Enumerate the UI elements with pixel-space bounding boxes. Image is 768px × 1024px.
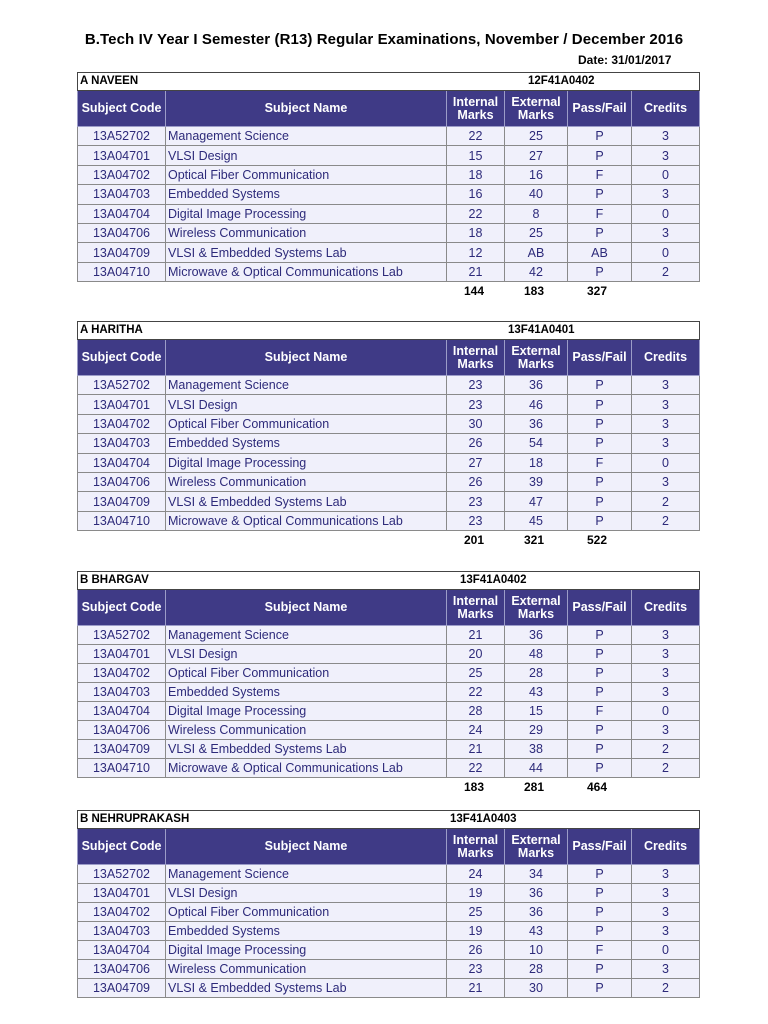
credits: 2: [632, 979, 700, 998]
subject-name: VLSI & Embedded Systems Lab: [166, 740, 447, 759]
internal-marks: 26: [447, 941, 505, 960]
subject-name: Embedded Systems: [166, 683, 447, 702]
header-subject-name: Subject Name: [166, 590, 447, 626]
table-row: [78, 960, 700, 979]
subject-code: 13A52702: [78, 127, 166, 146]
credits: 3: [632, 865, 700, 884]
credits: 0: [632, 453, 700, 472]
internal-marks: 24: [447, 721, 505, 740]
table-row: [78, 376, 700, 395]
internal-marks: 23: [447, 395, 505, 414]
table-row: [78, 511, 700, 530]
roll-number: 12F41A0402: [528, 75, 595, 87]
pass-fail: P: [568, 664, 632, 683]
internal-marks: 30: [447, 414, 505, 433]
table-row: [78, 664, 700, 683]
pass-fail: F: [568, 941, 632, 960]
pass-fail: P: [568, 922, 632, 941]
credits: 3: [632, 884, 700, 903]
subject-name: Digital Image Processing: [166, 941, 447, 960]
table-row: [78, 262, 700, 281]
totals-row: [77, 282, 699, 300]
external-marks: 36: [505, 414, 568, 433]
pass-fail: F: [568, 453, 632, 472]
table-row: [78, 472, 700, 491]
header-subject-code: Subject Code: [78, 91, 166, 127]
table-row: [78, 492, 700, 511]
internal-marks: 21: [447, 626, 505, 645]
external-marks: 43: [505, 683, 568, 702]
subject-code: 13A52702: [78, 865, 166, 884]
pass-fail: P: [568, 979, 632, 998]
header-credits: Credits: [632, 590, 700, 626]
subject-name: VLSI Design: [166, 645, 447, 664]
table-row: [78, 395, 700, 414]
pass-fail: P: [568, 414, 632, 433]
totals-row: [77, 531, 699, 549]
pass-fail: P: [568, 721, 632, 740]
subject-name: Embedded Systems: [166, 185, 447, 204]
credits: 0: [632, 204, 700, 223]
student-block: [77, 810, 699, 998]
pass-fail: P: [568, 395, 632, 414]
credits: 3: [632, 395, 700, 414]
subject-name: VLSI & Embedded Systems Lab: [166, 492, 447, 511]
student-name: A NAVEEN: [80, 75, 139, 87]
subject-code: 13A04702: [78, 165, 166, 184]
header-credits: Credits: [632, 91, 700, 127]
credits: 3: [632, 376, 700, 395]
external-marks: 30: [505, 979, 568, 998]
subject-code: 13A04710: [78, 262, 166, 281]
subject-code: 13A04701: [78, 884, 166, 903]
internal-marks: 22: [447, 204, 505, 223]
subject-code: 13A04703: [78, 434, 166, 453]
internal-marks: 21: [447, 979, 505, 998]
table-row: [78, 702, 700, 721]
subject-name: Management Science: [166, 626, 447, 645]
subject-code: 13A04704: [78, 453, 166, 472]
external-marks: 48: [505, 645, 568, 664]
internal-marks: 21: [447, 740, 505, 759]
external-marks: 36: [505, 376, 568, 395]
subject-code: 13A52702: [78, 376, 166, 395]
internal-marks: 25: [447, 903, 505, 922]
table-row: [78, 721, 700, 740]
table-row: [78, 243, 700, 262]
internal-marks: 23: [447, 376, 505, 395]
header-external-marks: External Marks: [505, 829, 568, 865]
table-row: [78, 127, 700, 146]
subject-name: Embedded Systems: [166, 434, 447, 453]
internal-marks: 26: [447, 472, 505, 491]
subject-name: VLSI & Embedded Systems Lab: [166, 243, 447, 262]
credits: 3: [632, 683, 700, 702]
table-row: [78, 146, 700, 165]
credits: 2: [632, 759, 700, 778]
credits: 0: [632, 702, 700, 721]
subject-name: Microwave & Optical Communications Lab: [166, 511, 447, 530]
credits: 3: [632, 645, 700, 664]
roll-number: 13F41A0403: [450, 813, 517, 825]
external-marks: 29: [505, 721, 568, 740]
subject-name: VLSI Design: [166, 395, 447, 414]
credits: 0: [632, 941, 700, 960]
header-pass-fail: Pass/Fail: [568, 590, 632, 626]
table-row: [78, 865, 700, 884]
table-row: [78, 922, 700, 941]
internal-marks: 27: [447, 453, 505, 472]
student-results-table: [77, 321, 700, 531]
subject-code: 13A04706: [78, 721, 166, 740]
subject-code: 13A04703: [78, 683, 166, 702]
table-row: [78, 941, 700, 960]
student-name: B NEHRUPRAKASH: [80, 813, 190, 825]
credits: 2: [632, 511, 700, 530]
subject-code: 13A04703: [78, 185, 166, 204]
subject-name: Management Science: [166, 376, 447, 395]
total-internal: 183: [464, 780, 485, 794]
page-title: B.Tech IV Year I Semester (R13) Regular Examinations, November / December 2016: [84, 31, 684, 48]
internal-marks: 22: [447, 683, 505, 702]
subject-code: 13A04709: [78, 979, 166, 998]
internal-marks: 15: [447, 146, 505, 165]
external-marks: 25: [505, 127, 568, 146]
subject-code: 13A04709: [78, 740, 166, 759]
credits: 3: [632, 223, 700, 242]
roll-number: 13F41A0402: [460, 574, 527, 586]
header-internal-marks: Internal Marks: [447, 91, 505, 127]
subject-code: 13A04702: [78, 414, 166, 433]
external-marks: 25: [505, 223, 568, 242]
table-row: [78, 453, 700, 472]
subject-name: Digital Image Processing: [166, 702, 447, 721]
header-subject-code: Subject Code: [78, 590, 166, 626]
external-marks: 36: [505, 626, 568, 645]
total-internal: 144: [464, 284, 485, 299]
header-pass-fail: Pass/Fail: [568, 340, 632, 376]
pass-fail: P: [568, 626, 632, 645]
table-row: [78, 740, 700, 759]
pass-fail: AB: [568, 243, 632, 262]
external-marks: 16: [505, 165, 568, 184]
internal-marks: 12: [447, 243, 505, 262]
external-marks: 47: [505, 492, 568, 511]
credits: 2: [632, 492, 700, 511]
subject-name: Digital Image Processing: [166, 453, 447, 472]
internal-marks: 24: [447, 865, 505, 884]
student-name: B BHARGAV: [80, 574, 149, 586]
internal-marks: 23: [447, 492, 505, 511]
subject-name: Optical Fiber Communication: [166, 903, 447, 922]
subject-name: Microwave & Optical Communications Lab: [166, 759, 447, 778]
external-marks: 15: [505, 702, 568, 721]
pass-fail: P: [568, 376, 632, 395]
pass-fail: P: [568, 511, 632, 530]
grand-total: 522: [587, 533, 608, 548]
external-marks: 54: [505, 434, 568, 453]
credits: 3: [632, 721, 700, 740]
total-external: 321: [524, 533, 545, 548]
header-pass-fail: Pass/Fail: [568, 829, 632, 865]
credits: 3: [632, 185, 700, 204]
total-external: 183: [524, 284, 545, 299]
student-results-table: [77, 810, 700, 998]
header-subject-name: Subject Name: [166, 829, 447, 865]
credits: 3: [632, 922, 700, 941]
pass-fail: F: [568, 204, 632, 223]
subject-name: VLSI Design: [166, 146, 447, 165]
credits: 3: [632, 434, 700, 453]
subject-name: Microwave & Optical Communications Lab: [166, 262, 447, 281]
credits: 3: [632, 472, 700, 491]
table-row: [78, 759, 700, 778]
subject-code: 13A04706: [78, 960, 166, 979]
header-external-marks: External Marks: [505, 590, 568, 626]
internal-marks: 20: [447, 645, 505, 664]
external-marks: 38: [505, 740, 568, 759]
subject-name: VLSI Design: [166, 884, 447, 903]
internal-marks: 22: [447, 127, 505, 146]
table-row: [78, 434, 700, 453]
table-row: [78, 414, 700, 433]
pass-fail: P: [568, 903, 632, 922]
credits: 2: [632, 262, 700, 281]
student-results-table: [77, 72, 700, 282]
pass-fail: F: [568, 165, 632, 184]
credits: 3: [632, 960, 700, 979]
subject-name: Wireless Communication: [166, 721, 447, 740]
subject-name: Embedded Systems: [166, 922, 447, 941]
header-internal-marks: Internal Marks: [447, 590, 505, 626]
internal-marks: 26: [447, 434, 505, 453]
pass-fail: P: [568, 262, 632, 281]
credits: 3: [632, 903, 700, 922]
header-subject-name: Subject Name: [166, 340, 447, 376]
internal-marks: 28: [447, 702, 505, 721]
external-marks: 36: [505, 884, 568, 903]
internal-marks: 21: [447, 262, 505, 281]
header-internal-marks: Internal Marks: [447, 829, 505, 865]
subject-code: 13A04710: [78, 759, 166, 778]
totals-row: [77, 778, 699, 796]
internal-marks: 23: [447, 960, 505, 979]
external-marks: 43: [505, 922, 568, 941]
subject-name: Wireless Communication: [166, 960, 447, 979]
external-marks: 44: [505, 759, 568, 778]
subject-code: 13A04704: [78, 204, 166, 223]
table-row: [78, 185, 700, 204]
pass-fail: F: [568, 702, 632, 721]
table-row: [78, 979, 700, 998]
total-external: 281: [524, 780, 545, 794]
grand-total: 327: [587, 284, 608, 299]
credits: 3: [632, 146, 700, 165]
subject-code: 13A04704: [78, 941, 166, 960]
credits: 0: [632, 165, 700, 184]
subject-code: 13A04701: [78, 146, 166, 165]
credits: 3: [632, 664, 700, 683]
internal-marks: 19: [447, 922, 505, 941]
credits: 0: [632, 243, 700, 262]
credits: 2: [632, 740, 700, 759]
credits: 3: [632, 127, 700, 146]
table-row: [78, 223, 700, 242]
header-subject-code: Subject Code: [78, 340, 166, 376]
subject-name: Optical Fiber Communication: [166, 414, 447, 433]
student-results-table: [77, 571, 700, 778]
internal-marks: 25: [447, 664, 505, 683]
internal-marks: 16: [447, 185, 505, 204]
subject-code: 13A04701: [78, 645, 166, 664]
header-external-marks: External Marks: [505, 91, 568, 127]
external-marks: 28: [505, 664, 568, 683]
external-marks: 39: [505, 472, 568, 491]
subject-code: 13A52702: [78, 626, 166, 645]
subject-name: Optical Fiber Communication: [166, 664, 447, 683]
subject-name: VLSI & Embedded Systems Lab: [166, 979, 447, 998]
internal-marks: 18: [447, 165, 505, 184]
table-row: [78, 683, 700, 702]
pass-fail: P: [568, 223, 632, 242]
external-marks: 10: [505, 941, 568, 960]
student-block: [77, 571, 699, 796]
header-credits: Credits: [632, 829, 700, 865]
pass-fail: P: [568, 960, 632, 979]
header-subject-code: Subject Code: [78, 829, 166, 865]
table-row: [78, 903, 700, 922]
pass-fail: P: [568, 865, 632, 884]
table-row: [78, 165, 700, 184]
external-marks: 28: [505, 960, 568, 979]
subject-name: Wireless Communication: [166, 223, 447, 242]
pass-fail: P: [568, 127, 632, 146]
student-block: [77, 72, 699, 300]
pass-fail: P: [568, 884, 632, 903]
pass-fail: P: [568, 492, 632, 511]
table-row: [78, 626, 700, 645]
credits: 3: [632, 626, 700, 645]
header-credits: Credits: [632, 340, 700, 376]
header-pass-fail: Pass/Fail: [568, 91, 632, 127]
subject-code: 13A04709: [78, 243, 166, 262]
header-subject-name: Subject Name: [166, 91, 447, 127]
external-marks: 42: [505, 262, 568, 281]
subject-code: 13A04706: [78, 472, 166, 491]
pass-fail: P: [568, 146, 632, 165]
external-marks: 18: [505, 453, 568, 472]
total-internal: 201: [464, 533, 485, 548]
pass-fail: P: [568, 472, 632, 491]
pass-fail: P: [568, 185, 632, 204]
subject-name: Management Science: [166, 127, 447, 146]
header-internal-marks: Internal Marks: [447, 340, 505, 376]
pass-fail: P: [568, 434, 632, 453]
table-row: [78, 645, 700, 664]
credits: 3: [632, 414, 700, 433]
report-date: Date: 31/01/2017: [578, 53, 672, 67]
student-block: [77, 321, 699, 549]
subject-code: 13A04703: [78, 922, 166, 941]
subject-code: 13A04704: [78, 702, 166, 721]
pass-fail: P: [568, 645, 632, 664]
pass-fail: P: [568, 683, 632, 702]
external-marks: 8: [505, 204, 568, 223]
internal-marks: 23: [447, 511, 505, 530]
external-marks: AB: [505, 243, 568, 262]
roll-number: 13F41A0401: [508, 324, 575, 336]
subject-code: 13A04709: [78, 492, 166, 511]
student-name: A HARITHA: [80, 324, 143, 336]
subject-name: Management Science: [166, 865, 447, 884]
subject-code: 13A04702: [78, 664, 166, 683]
external-marks: 34: [505, 865, 568, 884]
grand-total: 464: [587, 780, 608, 794]
header-external-marks: External Marks: [505, 340, 568, 376]
subject-name: Optical Fiber Communication: [166, 165, 447, 184]
pass-fail: P: [568, 740, 632, 759]
external-marks: 46: [505, 395, 568, 414]
subject-name: Digital Image Processing: [166, 204, 447, 223]
external-marks: 45: [505, 511, 568, 530]
subject-code: 13A04706: [78, 223, 166, 242]
pass-fail: P: [568, 759, 632, 778]
internal-marks: 18: [447, 223, 505, 242]
subject-code: 13A04710: [78, 511, 166, 530]
external-marks: 36: [505, 903, 568, 922]
subject-name: Wireless Communication: [166, 472, 447, 491]
external-marks: 27: [505, 146, 568, 165]
subject-code: 13A04701: [78, 395, 166, 414]
table-row: [78, 884, 700, 903]
external-marks: 40: [505, 185, 568, 204]
table-row: [78, 204, 700, 223]
internal-marks: 19: [447, 884, 505, 903]
internal-marks: 22: [447, 759, 505, 778]
subject-code: 13A04702: [78, 903, 166, 922]
